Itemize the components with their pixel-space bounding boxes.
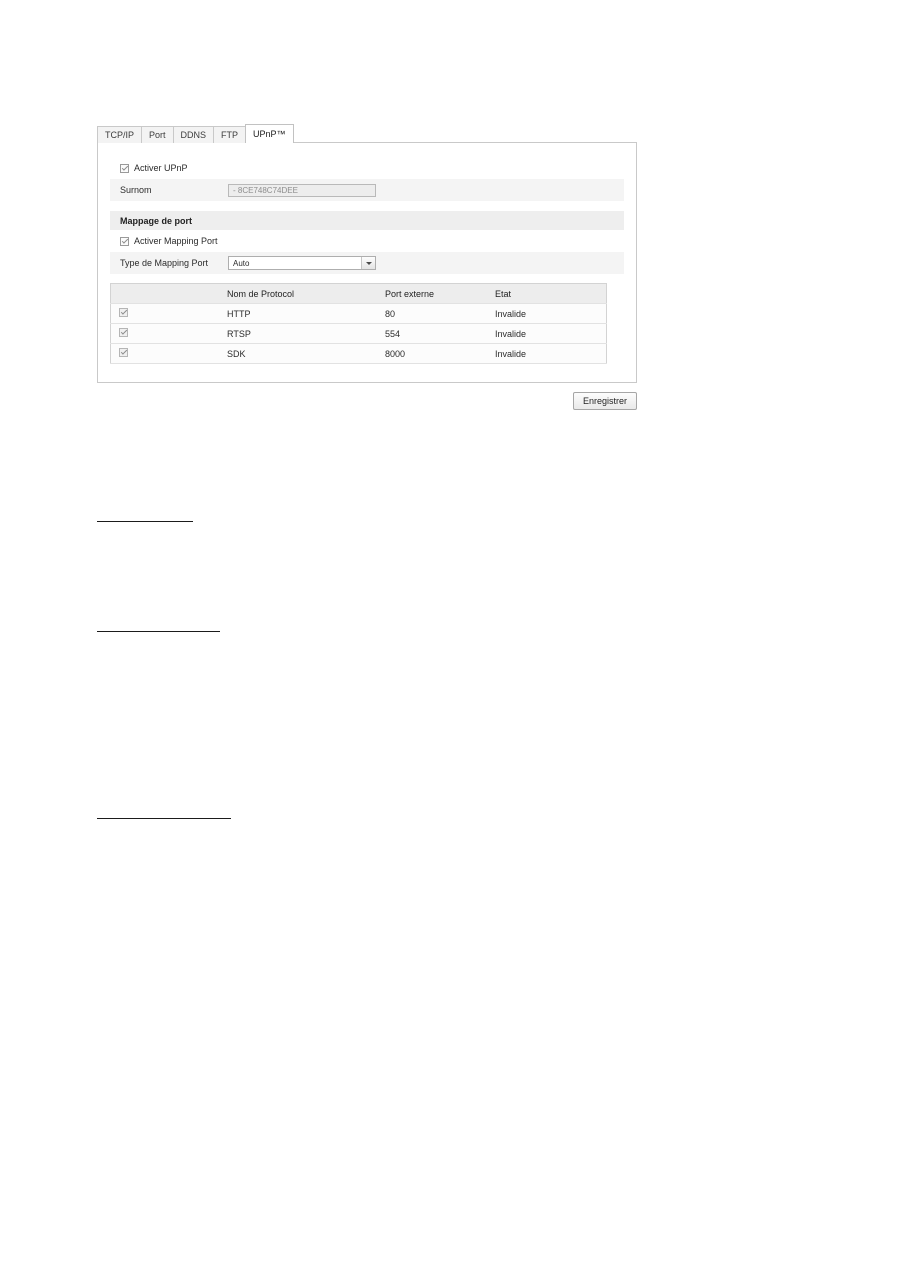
row-state: Invalide <box>487 344 607 364</box>
port-mapping-section-title: Mappage de port <box>110 211 624 230</box>
upnp-settings-screenshot <box>97 124 637 410</box>
row-checkbox-cell[interactable] <box>111 324 220 344</box>
table-header-external-port: Port externe <box>377 284 487 304</box>
enable-port-mapping-label: Activer Mapping Port <box>134 236 218 246</box>
table-row <box>111 304 607 324</box>
enable-upnp-checkbox[interactable] <box>120 164 129 173</box>
row-checkbox-cell[interactable] <box>111 304 220 324</box>
row-checkbox-cell[interactable] <box>111 344 220 364</box>
enable-port-mapping-checkbox[interactable] <box>120 237 129 246</box>
tab-ddns[interactable]: DDNS <box>173 126 215 143</box>
table-header-select <box>111 284 220 304</box>
tab-port[interactable]: Port <box>141 126 174 143</box>
section-rule-2 <box>97 631 220 632</box>
row-external-port: 80 <box>377 304 487 324</box>
tab-ftp[interactable]: FTP <box>213 126 246 143</box>
save-button[interactable]: Enregistrer <box>573 392 637 410</box>
table-row <box>111 344 607 364</box>
table-row <box>111 324 607 344</box>
row-checkbox[interactable] <box>119 348 128 357</box>
nickname-row <box>110 179 624 201</box>
upnp-panel <box>97 142 637 383</box>
port-mapping-table <box>110 283 607 364</box>
chevron-down-icon[interactable] <box>361 257 375 269</box>
save-bar <box>97 392 637 410</box>
port-mapping-type-row <box>110 252 624 274</box>
table-header-state: Etat <box>487 284 607 304</box>
enable-upnp-label: Activer UPnP <box>134 163 188 173</box>
port-mapping-type-value: Auto <box>233 258 250 268</box>
row-checkbox[interactable] <box>119 328 128 337</box>
tab-tcpip[interactable]: TCP/IP <box>97 126 142 143</box>
row-external-port: 554 <box>377 324 487 344</box>
row-state: Invalide <box>487 304 607 324</box>
row-protocol: SDK <box>219 344 377 364</box>
row-state: Invalide <box>487 324 607 344</box>
row-external-port: 8000 <box>377 344 487 364</box>
section-rule-1 <box>97 521 193 522</box>
port-mapping-type-select[interactable] <box>228 256 376 270</box>
section-rule-3 <box>97 818 231 819</box>
table-header-row <box>111 284 607 304</box>
row-protocol: HTTP <box>219 304 377 324</box>
enable-port-mapping-row[interactable] <box>110 230 624 252</box>
row-protocol: RTSP <box>219 324 377 344</box>
row-checkbox[interactable] <box>119 308 128 317</box>
settings-tabbar <box>97 124 637 143</box>
nickname-label: Surnom <box>120 185 152 195</box>
tab-upnp[interactable]: UPnP™ <box>245 124 294 143</box>
port-mapping-type-label: Type de Mapping Port <box>120 258 209 268</box>
nickname-input[interactable] <box>228 184 376 197</box>
table-header-protocol: Nom de Protocol <box>219 284 377 304</box>
enable-upnp-row[interactable] <box>110 157 624 179</box>
